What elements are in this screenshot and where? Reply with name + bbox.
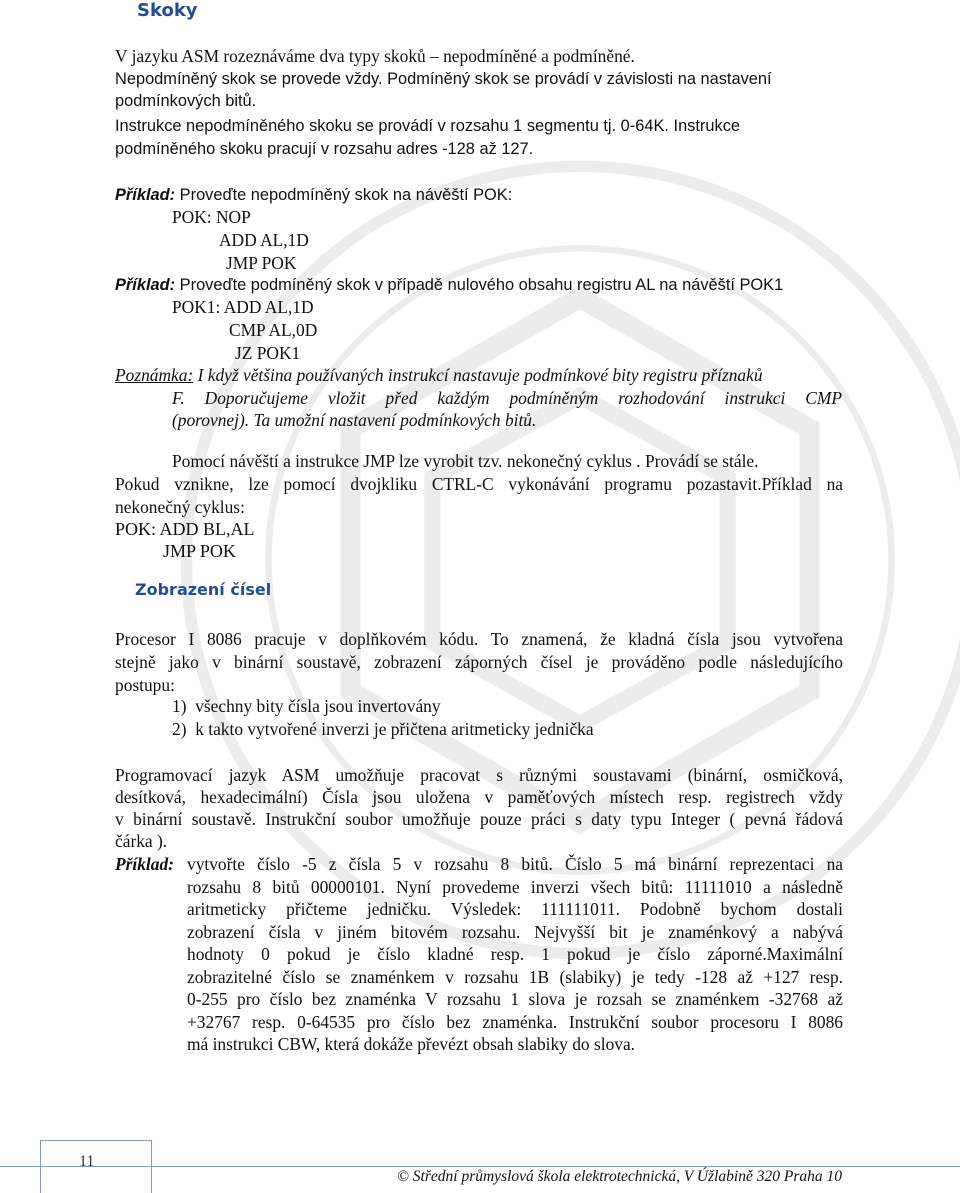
code-line: ADD AL,1D <box>219 230 309 250</box>
numbers-line: v binární soustavě. Instrukční soubor umožňuje pouze práci s daty typu Integer ( pevná řádová <box>115 809 843 829</box>
note-label: Poznámka: <box>115 365 194 385</box>
code-line: CMP AL,0D <box>229 320 318 340</box>
example3-line: zobrazení čísla v jiném bitovém rozsahu. Nejvyšší bit je znaménkový a nabývá <box>187 922 843 942</box>
loop-line: Pokud vznikne, lze pomocí dvojkliku CTRL-C vykonávání programu pozastavit.Příklad na <box>115 474 843 494</box>
numbers-line: stejně jako v binární soustavě, zobrazení záporných čísel je prováděno podle následujícího <box>115 652 843 672</box>
example3-line: hodnoty 0 pokud je číslo kladné resp. 1 pokud je číslo záporné.Maximální <box>187 944 843 964</box>
numbers-line: čárka ). <box>115 831 168 851</box>
loop-line: Pomocí návěští a instrukce JMP lze vyrobit tzv. nekonečný cyklus . Provádí se stále. <box>172 451 759 471</box>
numbers-line: postupu: <box>115 675 175 695</box>
example3-line: vytvořte číslo -5 z čísla 5 v rozsahu 8 bitů. Číslo 5 má binární reprezentaci na <box>187 854 843 874</box>
example3-line: 0-255 pro číslo bez znaménka V rozsahu 1 slova je rozsah se znaménkem -32768 až <box>187 989 843 1009</box>
code-line: POK: ADD BL,AL <box>115 519 255 539</box>
note-line: Poznámka: I když většina používaných instrukcí nastavuje podmínkové bity registru příznaků <box>115 365 763 385</box>
page-number-box <box>40 1140 152 1193</box>
note-line: F. Doporučujeme vložit před každým podmíněným rozhodování instrukci CMP <box>172 388 842 408</box>
heading-skoky: Skoky <box>137 0 198 21</box>
code-line: JMP POK <box>226 253 297 273</box>
intro-line: V jazyku ASM rozeznáváme dva typy skoků – nepodmíněné a podmíněné. <box>115 46 635 66</box>
numbers-line: Programovací jazyk ASM umožňuje pracovat s různými soustavami (binární, osmičková, <box>115 765 843 785</box>
intro-line: Instrukce nepodmíněného skoku se provádí v rozsahu 1 segmentu tj. 0-64K. Instrukce <box>115 117 741 135</box>
list-item: 2) k takto vytvořené inverzi je přičtena aritmeticky jednička <box>172 719 594 739</box>
heading-zobrazeni-cisel: Zobrazení čísel <box>135 580 272 599</box>
numbers-line: Procesor I 8086 pracuje v doplňkovém kódu. To znamená, že kladná čísla jsou vytvořena <box>115 629 843 649</box>
example-label: Příklad: <box>115 854 174 874</box>
example2-line: Příklad: Proveďte podmíněný skok v případě nulového obsahu registru AL na návěští POK1 <box>115 276 784 294</box>
intro-line: Nepodmíněný skok se provede vždy. Podmíněný skok se provádí v závislosti na nastavení <box>115 70 772 88</box>
code-line: JMP POK <box>163 541 236 561</box>
example3-line: rozsahu 8 bitů 00000101. Nyní provedeme inverzi všech bitů: 11111010 a následně <box>187 877 843 897</box>
example3-line: +32767 resp. 0-64535 pro číslo bez znaménka. Instrukční soubor procesoru I 8086 <box>187 1012 843 1032</box>
page-number: 11 <box>79 1153 95 1170</box>
code-line: JZ POK1 <box>235 343 301 363</box>
intro-line: podmínkových bitů. <box>115 92 257 110</box>
code-line: POK: NOP <box>172 207 251 227</box>
example3-line: má instrukci CBW, která dokáže převézt obsah slabiky do slova. <box>187 1034 636 1054</box>
numbers-line: desítková, hexadecimální) Čísla jsou uložena v paměťových místech resp. registrech vždy <box>115 787 843 807</box>
note-line: (porovnej). Ta umožní nastavení podmínkových bitů. <box>172 410 537 430</box>
example1-line: Příklad: Proveďte nepodmíněný skok na návěští POK: <box>115 186 513 204</box>
footer-text: © Střední průmyslová škola elektrotechnická, V Úžlabině 320 Praha 10 <box>397 1168 842 1185</box>
list-item: 1) všechny bity čísla jsou invertovány <box>172 696 441 716</box>
example-label: Příklad: <box>115 276 176 294</box>
example3-line: aritmeticky přičteme jedničku. Výsledek: 111111011. Podobně bychom dostali <box>187 899 843 919</box>
intro-line: podmíněného skoku pracují v rozsahu adres -128 až 127. <box>115 140 534 158</box>
example-label: Příklad: <box>115 186 176 204</box>
loop-line: nekonečný cyklus: <box>115 497 245 517</box>
example3-line: zobrazitelné číslo se znaménkem v rozsahu 1B (slabiky) je tedy -128 až +127 resp. <box>187 967 843 987</box>
code-line: POK1: ADD AL,1D <box>172 297 314 317</box>
